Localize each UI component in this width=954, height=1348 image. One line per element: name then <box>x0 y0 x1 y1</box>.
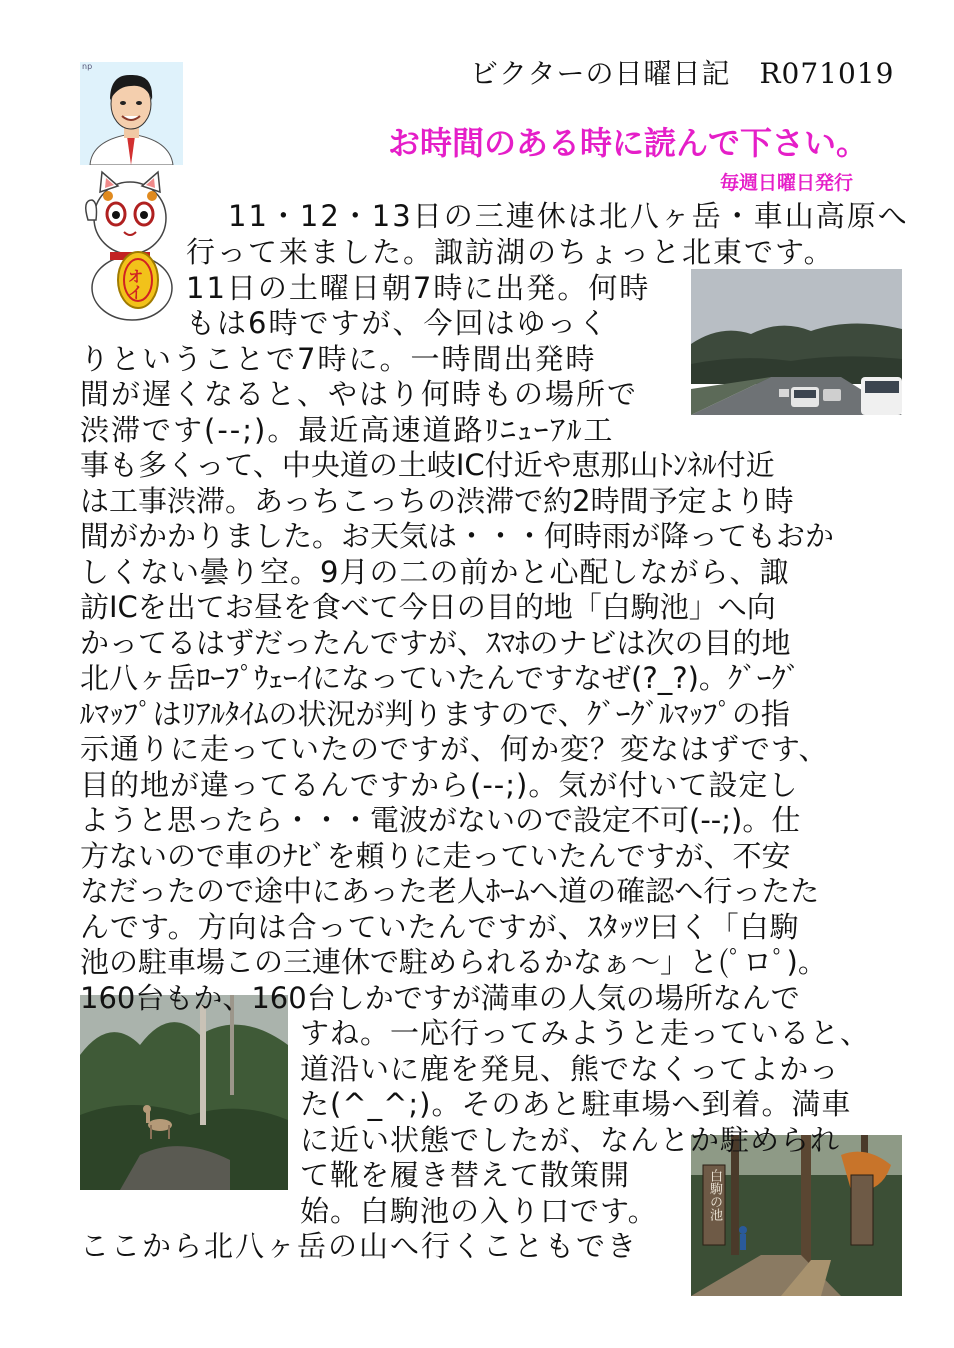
body-line: は工事渋滞。あっちこっちの渋滞で約2時間予定より時 <box>80 484 794 518</box>
portrait-badge: np <box>82 62 93 71</box>
body-line: 11・12・13日の三連休は北八ヶ岳・車山高原へ <box>228 199 909 233</box>
body-line: 北八ヶ岳ﾛｰﾌﾟｳｪｰｲになっていたんですなぜ(?_?)。ｸﾞｰｸﾞ <box>80 661 801 695</box>
body-line: んです。方向は合っていたんですが、ｽﾀｯﾂ曰く「白駒 <box>80 910 800 944</box>
body-line: に近い状態でしたが、なんとか駐められ <box>300 1123 841 1157</box>
body-line: もは6時ですが、今回はゆっく <box>186 306 610 340</box>
deer-in-forest-photo <box>80 995 288 1190</box>
body-line: 訪ICを出てお昼を食べて今日の目的地「白駒池」へ向 <box>80 590 776 624</box>
body-line: ようと思ったら・・・電波がないので設定不可(--;)。仕 <box>80 803 801 837</box>
issue-note: 毎週日曜日発行 <box>720 172 854 194</box>
page-title: ビクターの日曜日記 R071019 <box>470 57 895 90</box>
body-line: 示通りに走っていたのですが、何か変？変なはずです、 <box>80 732 829 766</box>
body-line: すね。一応行ってみようと走っていると、 <box>300 1016 871 1050</box>
body-line: なだったので途中にあった老人ﾎｰﾑへ道の確認へ行ったた <box>80 874 820 908</box>
body-line: しくない曇り空。9月の二の前かと心配しながら、諏 <box>80 555 790 589</box>
body-line: ﾙﾏｯﾌﾟはﾘｱﾙﾀｲﾑの状況が判りますので、ｸﾞｰｸﾞﾙﾏｯﾌﾟの指 <box>80 697 790 731</box>
body-line: りということで7時に。一時間出発時 <box>80 342 597 376</box>
body-line: 間が遅くなると、やはり何時もの場所で <box>80 377 639 411</box>
page-subtitle: お時間のある時に読んで下さい。 <box>388 124 869 162</box>
body-line: 方ないので車のﾅﾋﾞを頼りに走っていたんですが、不安 <box>80 839 791 873</box>
body-line: て靴を履き替えて散策開 <box>300 1158 631 1192</box>
body-line: 行って来ました。諏訪湖のちょっと北東です。 <box>186 235 835 269</box>
body-line: 渋滞です(--;)。最近高速道路ﾘﾆｭｰｱﾙ工 <box>80 413 615 447</box>
author-portrait-illustration <box>80 62 183 165</box>
body-line: 道沿いに鹿を発見、熊でなくってよかっ <box>300 1052 840 1086</box>
cat-coin-text: オイ <box>125 268 144 300</box>
body-line: 始。白駒池の入り口です。 <box>300 1194 658 1228</box>
highway-traffic-photo <box>691 269 902 415</box>
lucky-cat-illustration <box>80 170 184 322</box>
body-line: かってるはずだったんですが、ｽﾏﾎのナビは次の目的地 <box>80 626 791 660</box>
body-line: 間がかかりました。お天気は・・・何時雨が降ってもおか <box>80 519 835 553</box>
body-line: 池の駐車場この三連休で駐められるかなぁ～」と(ﾟロﾟ)。 <box>80 945 827 979</box>
body-line: た(^_^;)。そのあと駐車場へ到着。満車 <box>300 1087 852 1121</box>
body-line: 11日の土曜日朝7時に出発。何時 <box>186 271 651 305</box>
body-line: 160台もか、160台しかですが満車の人気の場所なんで <box>80 981 800 1015</box>
body-line: 目的地が違ってるんですから(--;)。気が付いて設定し <box>80 768 799 802</box>
body-line: ここから北八ヶ岳の山へ行くこともでき <box>80 1229 639 1263</box>
trail-sign-text: 白駒の池 <box>707 1169 722 1221</box>
body-line: 事も多くって、中央道の土岐IC付近や恵那山ﾄﾝﾈﾙ付近 <box>80 448 775 482</box>
